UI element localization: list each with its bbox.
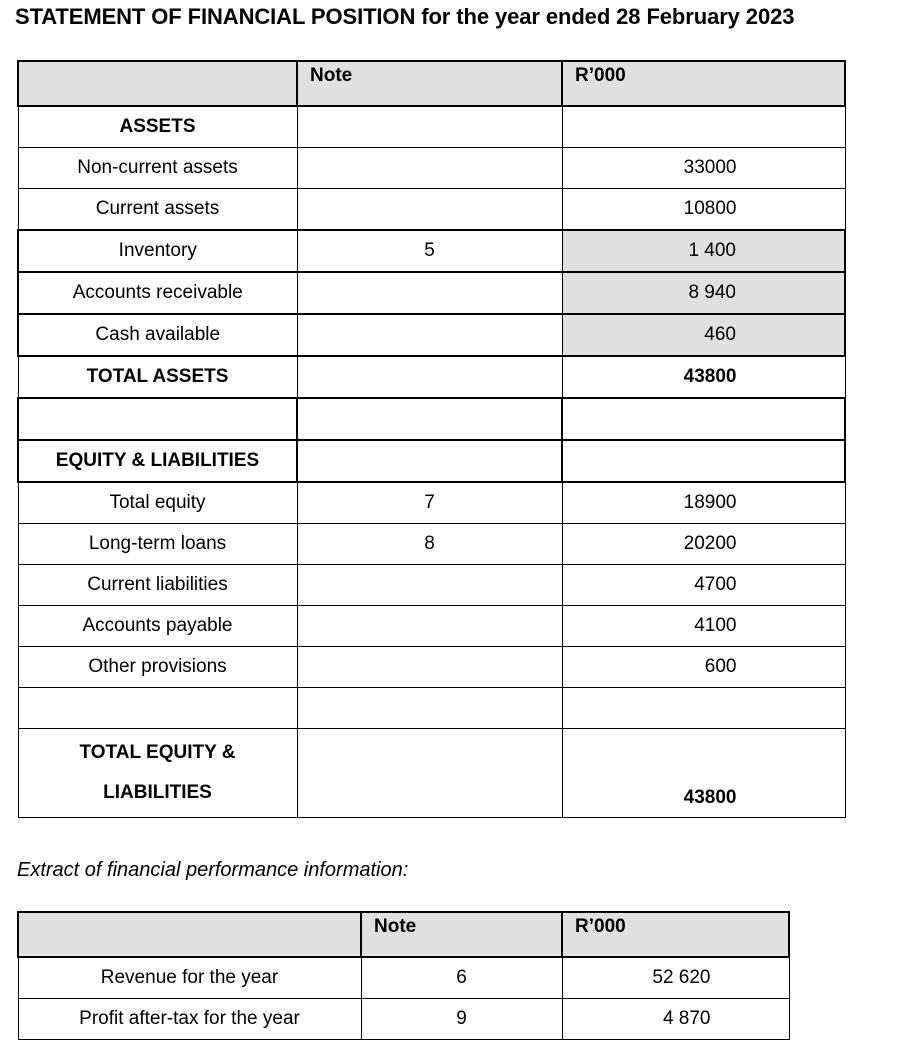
table-row bbox=[18, 647, 845, 688]
row-label: Profit after-tax for the year bbox=[18, 999, 361, 1040]
row-note: 6 bbox=[361, 957, 562, 999]
performance-subtitle: Extract of financial performance information: bbox=[17, 859, 409, 881]
row-amount: 18900 bbox=[562, 482, 845, 524]
row-label: Accounts receivable bbox=[18, 272, 297, 314]
table-row bbox=[18, 999, 789, 1040]
row-amount: 8 940 bbox=[562, 272, 845, 314]
row-label: Inventory bbox=[18, 230, 297, 272]
row-label: Revenue for the year bbox=[18, 957, 361, 999]
table-row bbox=[18, 606, 845, 647]
row-amount: 52 620 bbox=[562, 957, 789, 999]
row-amount: 33000 bbox=[562, 148, 845, 189]
row-amount: 20200 bbox=[562, 524, 845, 565]
row-label: Other provisions bbox=[18, 647, 297, 688]
row-label: Cash available bbox=[18, 314, 297, 356]
table-row bbox=[18, 957, 789, 999]
financial-position-table bbox=[17, 60, 846, 818]
header-note: Note bbox=[297, 61, 562, 106]
empty-row bbox=[18, 398, 845, 440]
row-label: Long-term loans bbox=[18, 524, 297, 565]
assets-heading-row bbox=[18, 106, 845, 148]
row-amount: 600 bbox=[562, 647, 845, 688]
header-note: Note bbox=[361, 912, 562, 957]
header-amount: R’000 bbox=[562, 61, 845, 106]
row-note bbox=[297, 314, 562, 356]
empty-row bbox=[18, 688, 845, 729]
row-label: Accounts payable bbox=[18, 606, 297, 647]
total-assets-amount: 43800 bbox=[562, 356, 845, 398]
row-note bbox=[297, 606, 562, 647]
table-row bbox=[18, 189, 845, 231]
row-note: 9 bbox=[361, 999, 562, 1040]
row-note bbox=[297, 148, 562, 189]
page-title: STATEMENT OF FINANCIAL POSITION for the year ended 28 February 2023 bbox=[15, 4, 795, 29]
total-equity-liabilities-amount: 43800 bbox=[562, 729, 845, 818]
header-label bbox=[18, 61, 297, 106]
row-note: 7 bbox=[297, 482, 562, 524]
table-header-row bbox=[18, 912, 789, 957]
table-row bbox=[18, 482, 845, 524]
row-note bbox=[297, 565, 562, 606]
total-assets-label: TOTAL ASSETS bbox=[18, 356, 297, 398]
row-label: Total equity bbox=[18, 482, 297, 524]
row-amount: 4100 bbox=[562, 606, 845, 647]
table-row bbox=[18, 314, 845, 356]
row-note bbox=[297, 189, 562, 231]
table-header-row bbox=[18, 61, 845, 106]
table-row bbox=[18, 565, 845, 606]
row-note bbox=[297, 272, 562, 314]
table-row bbox=[18, 230, 845, 272]
row-note bbox=[297, 647, 562, 688]
row-label: Current liabilities bbox=[18, 565, 297, 606]
row-label: Current assets bbox=[18, 189, 297, 231]
table-row bbox=[18, 524, 845, 565]
row-amount: 4 870 bbox=[562, 999, 789, 1040]
row-label: Non-current assets bbox=[18, 148, 297, 189]
header-amount: R’000 bbox=[562, 912, 789, 957]
row-note: 8 bbox=[297, 524, 562, 565]
equity-heading-row bbox=[18, 440, 845, 482]
row-amount: 1 400 bbox=[562, 230, 845, 272]
row-note: 5 bbox=[297, 230, 562, 272]
total-equity-liabilities-label: TOTAL EQUITY & LIABILITIES bbox=[18, 729, 297, 818]
financial-performance-table bbox=[17, 911, 790, 1040]
table-row bbox=[18, 272, 845, 314]
row-amount: 460 bbox=[562, 314, 845, 356]
row-amount: 10800 bbox=[562, 189, 845, 231]
assets-heading: ASSETS bbox=[18, 106, 297, 148]
equity-liabilities-heading: EQUITY & LIABILITIES bbox=[18, 440, 297, 482]
row-amount: 4700 bbox=[562, 565, 845, 606]
table-row bbox=[18, 148, 845, 189]
header-label bbox=[18, 912, 361, 957]
total-equity-liabilities-row bbox=[18, 729, 845, 818]
total-assets-row bbox=[18, 356, 845, 398]
